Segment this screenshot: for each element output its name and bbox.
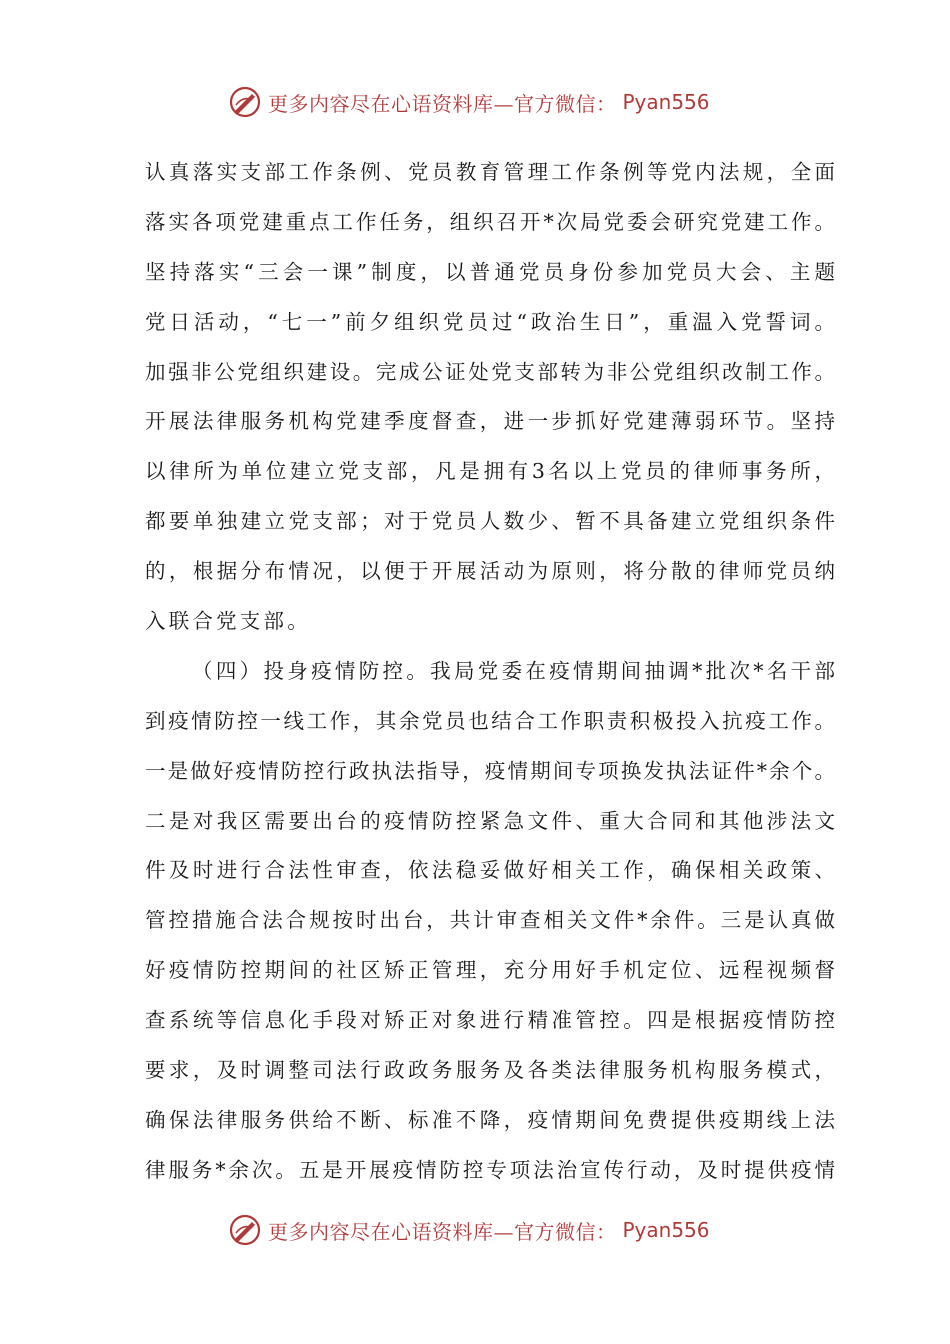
body-line: 认真落实支部工作条例、党员教育管理工作条例等党内法规，全面 [145, 160, 835, 184]
body-line: 的，根据分布情况，以便于开展活动为原则，将分散的律师党员纳 [145, 559, 835, 584]
document-body [145, 148, 835, 1196]
body-line: 二是对我区需要出台的疫情防控紧急文件、重大合同和其他涉法文 [145, 808, 835, 833]
header-watermark-banner [228, 82, 710, 122]
pen-logo-icon [228, 85, 262, 119]
body-line: 确保法律服务供给不断、标准不降，疫情期间免费提供疫期线上法 [145, 1107, 835, 1132]
body-line: 到疫情防控一线工作，其余党员也结合工作职责积极投入抗疫工作。 [145, 708, 835, 733]
body-line: 要求，及时调整司法行政政务服务及各类法律服务机构服务模式， [145, 1058, 835, 1083]
footer-watermark-text: 更多内容尽在心语资料库—官方微信： [268, 1219, 617, 1244]
body-line: 一是做好疫情防控行政执法指导，疫情期间专项换发执法证件*余个。 [145, 758, 835, 783]
footer-wechat-handle: Pyan556 [622, 1218, 710, 1242]
body-line: 落实各项党建重点工作任务，组织召开*次局党委会研究党建工作。 [145, 209, 835, 234]
body-line: 好疫情防控期间的社区矫正管理，充分用好手机定位、远程视频督 [145, 958, 835, 983]
body-line: 查系统等信息化手段对矫正对象进行精准管控。四是根据疫情防控 [145, 1008, 835, 1033]
body-line: 开展法律服务机构党建季度督查，进一步抓好党建薄弱环节。坚持 [145, 409, 835, 434]
header-wechat-handle: Pyan556 [622, 90, 710, 114]
footer-watermark-banner [228, 1210, 710, 1250]
body-line: 党日活动，“七一”前夕组织党员过“政治生日”，重温入党誓词。 [145, 309, 835, 334]
header-watermark-text: 更多内容尽在心语资料库—官方微信： [268, 91, 617, 116]
body-line: 入联合党支部。 [145, 609, 311, 634]
body-line: 加强非公党组织建设。完成公证处党支部转为非公党组织改制工作。 [145, 359, 835, 384]
body-line: 管控措施合法合规按时出台，共计审查相关文件*余件。三是认真做 [145, 908, 835, 933]
section-four-heading-line: （四）投身疫情防控。我局党委在疫情期间抽调*批次*名干部 [192, 658, 835, 683]
body-line: 坚持落实“三会一课”制度，以普通党员身份参加党员大会、主题 [145, 259, 835, 284]
body-line: 都要单独建立党支部；对于党员人数少、暂不具备建立党组织条件 [145, 509, 835, 534]
body-line: 律服务*余次。五是开展疫情防控专项法治宣传行动，及时提供疫情 [145, 1157, 835, 1182]
pen-logo-icon [228, 1213, 262, 1247]
body-line: 以律所为单位建立党支部，凡是拥有3名以上党员的律师事务所， [145, 459, 835, 484]
body-line: 件及时进行合法性审查，依法稳妥做好相关工作，确保相关政策、 [145, 858, 835, 883]
